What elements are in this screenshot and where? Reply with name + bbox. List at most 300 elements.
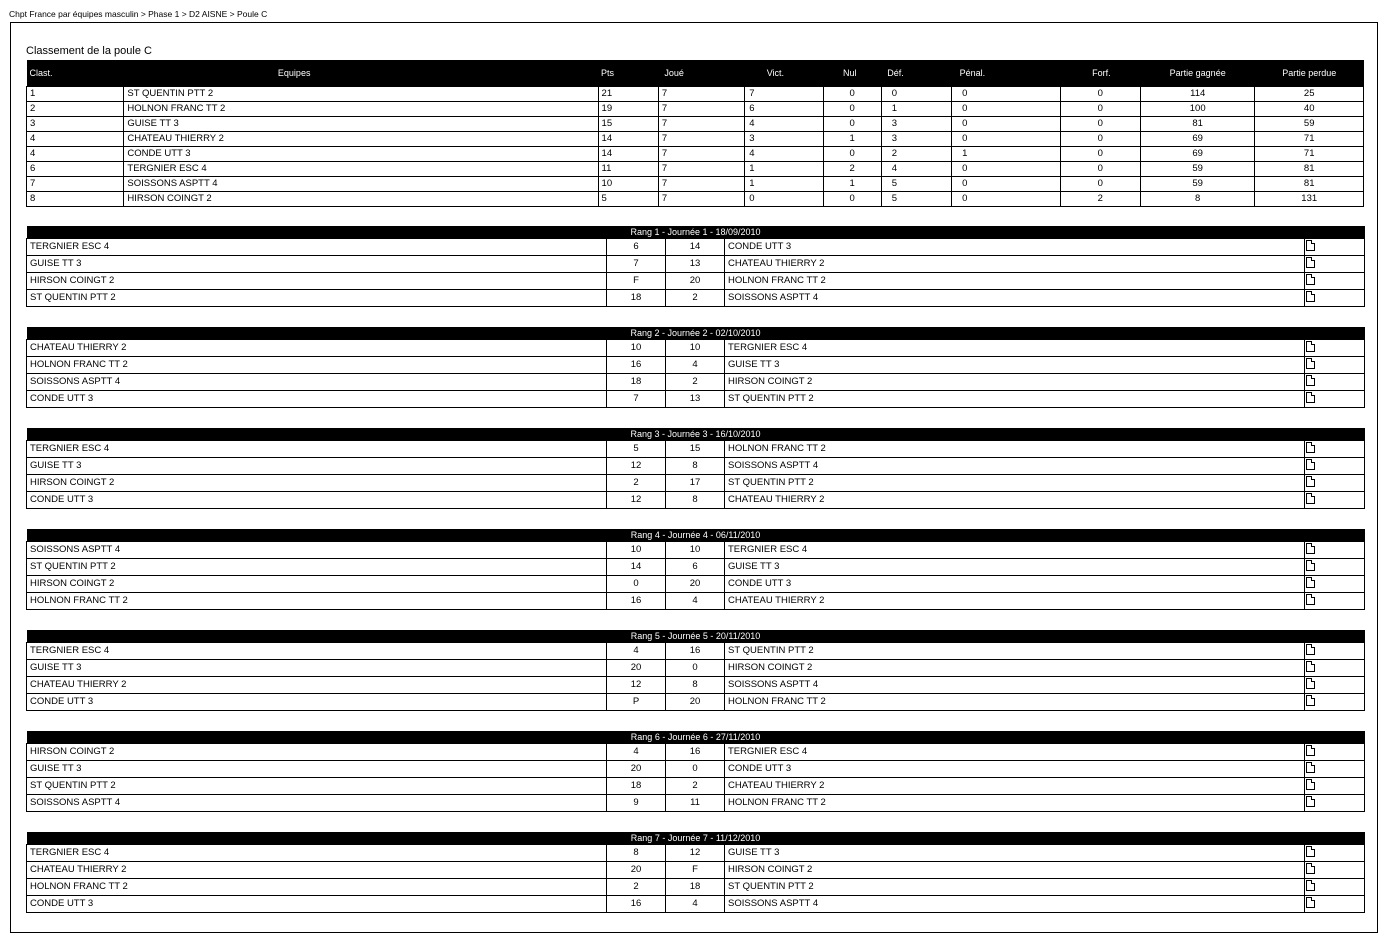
gagnee-cell: 100	[1140, 102, 1255, 117]
home-team: GUISE TT 3	[27, 458, 607, 475]
round-table	[26, 428, 1365, 509]
joue-cell: 7	[658, 147, 744, 162]
away-score: 17	[666, 475, 725, 492]
away-score: 16	[666, 643, 725, 660]
away-team: GUISE TT 3	[725, 845, 1305, 862]
away-score: 10	[666, 542, 725, 559]
document-icon	[1306, 594, 1315, 605]
home-score: 18	[607, 374, 666, 391]
vict-cell: 4	[745, 117, 823, 132]
match-row	[27, 256, 1365, 273]
gagnee-cell: 69	[1140, 147, 1255, 162]
match-sheet-link[interactable]	[1305, 357, 1365, 374]
match-row	[27, 576, 1365, 593]
home-score: 10	[607, 542, 666, 559]
header-forf: Forf.	[1060, 60, 1140, 87]
away-score: 8	[666, 458, 725, 475]
pts-cell: 10	[598, 177, 658, 192]
pts-cell: 21	[598, 87, 658, 102]
standings-title: Classement de la poule C	[26, 45, 152, 57]
home-score: 5	[607, 441, 666, 458]
gagnee-cell: 59	[1140, 162, 1255, 177]
match-sheet-link[interactable]	[1305, 492, 1365, 509]
document-icon	[1306, 678, 1315, 689]
match-sheet-link[interactable]	[1305, 896, 1365, 913]
home-team: ST QUENTIN PTT 2	[27, 290, 607, 307]
away-team: ST QUENTIN PTT 2	[725, 879, 1305, 896]
away-score: 11	[666, 795, 725, 812]
rank-cell: 8	[27, 192, 124, 207]
home-score: 2	[607, 879, 666, 896]
forf-cell: 0	[1060, 147, 1140, 162]
match-sheet-link[interactable]	[1305, 660, 1365, 677]
document-icon	[1306, 476, 1315, 487]
home-team: HOLNON FRANC TT 2	[27, 357, 607, 374]
def-cell: 3	[881, 132, 951, 147]
team-cell: CHATEAU THIERRY 2	[124, 132, 598, 147]
header-joue: Joué	[658, 60, 744, 87]
document-icon	[1306, 493, 1315, 504]
away-team: CONDE UTT 3	[725, 761, 1305, 778]
penal-cell: 0	[952, 177, 1060, 192]
away-team: CHATEAU THIERRY 2	[725, 593, 1305, 610]
round-title: Rang 3 - Journée 3 - 16/10/2010	[27, 428, 1365, 441]
match-sheet-link[interactable]	[1305, 879, 1365, 896]
document-icon	[1306, 442, 1315, 453]
home-score: 12	[607, 677, 666, 694]
match-sheet-link[interactable]	[1305, 290, 1365, 307]
away-score: 4	[666, 593, 725, 610]
home-score: 2	[607, 475, 666, 492]
rank-cell: 4	[27, 132, 124, 147]
match-row	[27, 694, 1365, 711]
document-icon	[1306, 560, 1315, 571]
round-table	[26, 529, 1365, 610]
home-team: CONDE UTT 3	[27, 896, 607, 913]
document-icon	[1306, 257, 1315, 268]
header-def: Déf.	[881, 60, 951, 87]
away-team: SOISSONS ASPTT 4	[725, 677, 1305, 694]
home-score: 18	[607, 290, 666, 307]
match-row	[27, 677, 1365, 694]
match-row	[27, 441, 1365, 458]
penal-cell: 0	[952, 102, 1060, 117]
team-cell: HOLNON FRANC TT 2	[124, 102, 598, 117]
match-row	[27, 778, 1365, 795]
team-cell: GUISE TT 3	[124, 117, 598, 132]
header-clast: Clast.	[27, 60, 124, 87]
vict-cell: 1	[745, 162, 823, 177]
away-team: SOISSONS ASPTT 4	[725, 290, 1305, 307]
home-score: 0	[607, 576, 666, 593]
match-row	[27, 593, 1365, 610]
document-icon	[1306, 796, 1315, 807]
away-score: 16	[666, 744, 725, 761]
match-row	[27, 492, 1365, 509]
match-row	[27, 374, 1365, 391]
away-score: 8	[666, 677, 725, 694]
away-score: 0	[666, 660, 725, 677]
match-row	[27, 896, 1365, 913]
match-row	[27, 357, 1365, 374]
match-row	[27, 845, 1365, 862]
match-sheet-link[interactable]	[1305, 256, 1365, 273]
match-row	[27, 239, 1365, 256]
joue-cell: 7	[658, 192, 744, 207]
home-team: CHATEAU THIERRY 2	[27, 340, 607, 357]
away-team: CHATEAU THIERRY 2	[725, 778, 1305, 795]
round-title: Rang 1 - Journée 1 - 18/09/2010	[27, 226, 1365, 239]
round-title: Rang 5 - Journée 5 - 20/11/2010	[27, 630, 1365, 643]
away-team: HIRSON COINGT 2	[725, 660, 1305, 677]
penal-cell: 1	[952, 147, 1060, 162]
home-score: 6	[607, 239, 666, 256]
pts-cell: 11	[598, 162, 658, 177]
joue-cell: 7	[658, 117, 744, 132]
gagnee-cell: 81	[1140, 117, 1255, 132]
perdue-cell: 81	[1255, 177, 1364, 192]
home-team: CONDE UTT 3	[27, 391, 607, 408]
home-score: 14	[607, 559, 666, 576]
match-row	[27, 273, 1365, 290]
def-cell: 5	[881, 177, 951, 192]
def-cell: 4	[881, 162, 951, 177]
match-row	[27, 744, 1365, 761]
match-row	[27, 559, 1365, 576]
home-team: HIRSON COINGT 2	[27, 273, 607, 290]
forf-cell: 2	[1060, 192, 1140, 207]
match-sheet-link[interactable]	[1305, 239, 1365, 256]
joue-cell: 7	[658, 102, 744, 117]
home-score: 4	[607, 744, 666, 761]
document-icon	[1306, 577, 1315, 588]
away-team: HOLNON FRANC TT 2	[725, 795, 1305, 812]
home-team: CHATEAU THIERRY 2	[27, 677, 607, 694]
away-team: GUISE TT 3	[725, 357, 1305, 374]
rank-cell: 6	[27, 162, 124, 177]
home-score: 9	[607, 795, 666, 812]
away-score: 4	[666, 357, 725, 374]
away-team: ST QUENTIN PTT 2	[725, 643, 1305, 660]
perdue-cell: 40	[1255, 102, 1364, 117]
def-cell: 2	[881, 147, 951, 162]
away-team: CHATEAU THIERRY 2	[725, 492, 1305, 509]
pts-cell: 14	[598, 147, 658, 162]
standings-row	[27, 102, 1364, 117]
standings-row	[27, 87, 1364, 102]
round-table	[26, 731, 1365, 812]
standings-table	[26, 60, 1364, 207]
match-sheet-link[interactable]	[1305, 677, 1365, 694]
document-icon	[1306, 661, 1315, 672]
vict-cell: 6	[745, 102, 823, 117]
away-score: 15	[666, 441, 725, 458]
match-sheet-link[interactable]	[1305, 845, 1365, 862]
match-sheet-link[interactable]	[1305, 862, 1365, 879]
rank-cell: 4	[27, 147, 124, 162]
away-team: HOLNON FRANC TT 2	[725, 694, 1305, 711]
header-nul: Nul	[823, 60, 881, 87]
match-sheet-link[interactable]	[1305, 559, 1365, 576]
team-cell: TERGNIER ESC 4	[124, 162, 598, 177]
match-sheet-link[interactable]	[1305, 458, 1365, 475]
forf-cell: 0	[1060, 162, 1140, 177]
document-icon	[1306, 880, 1315, 891]
match-sheet-link[interactable]	[1305, 542, 1365, 559]
home-score: 16	[607, 896, 666, 913]
match-row	[27, 542, 1365, 559]
home-score: F	[607, 273, 666, 290]
rank-cell: 3	[27, 117, 124, 132]
breadcrumb: Chpt France par équipes masculin > Phase 1 > D2 AISNE > Poule C	[9, 9, 268, 19]
match-row	[27, 643, 1365, 660]
away-score: 12	[666, 845, 725, 862]
header-penal: Pénal.	[952, 60, 1060, 87]
team-cell: HIRSON COINGT 2	[124, 192, 598, 207]
home-team: SOISSONS ASPTT 4	[27, 795, 607, 812]
document-icon	[1306, 459, 1315, 470]
forf-cell: 0	[1060, 117, 1140, 132]
away-score: 2	[666, 778, 725, 795]
away-score: 14	[666, 239, 725, 256]
home-score: 20	[607, 660, 666, 677]
team-cell: SOISSONS ASPTT 4	[124, 177, 598, 192]
round-title: Rang 4 - Journée 4 - 06/11/2010	[27, 529, 1365, 542]
away-team: ST QUENTIN PTT 2	[725, 475, 1305, 492]
standings-row	[27, 162, 1364, 177]
home-score: 7	[607, 256, 666, 273]
joue-cell: 7	[658, 162, 744, 177]
match-sheet-link[interactable]	[1305, 778, 1365, 795]
away-score: 18	[666, 879, 725, 896]
perdue-cell: 25	[1255, 87, 1364, 102]
round-title: Rang 7 - Journée 7 - 11/12/2010	[27, 832, 1365, 845]
perdue-cell: 71	[1255, 147, 1364, 162]
away-score: 20	[666, 273, 725, 290]
match-row	[27, 660, 1365, 677]
pts-cell: 15	[598, 117, 658, 132]
document-icon	[1306, 291, 1315, 302]
standings-row	[27, 147, 1364, 162]
def-cell: 1	[881, 102, 951, 117]
away-score: 10	[666, 340, 725, 357]
document-icon	[1306, 695, 1315, 706]
match-row	[27, 795, 1365, 812]
away-score: 0	[666, 761, 725, 778]
gagnee-cell: 69	[1140, 132, 1255, 147]
round-title: Rang 6 - Journée 6 - 27/11/2010	[27, 731, 1365, 744]
home-team: SOISSONS ASPTT 4	[27, 542, 607, 559]
away-team: HIRSON COINGT 2	[725, 862, 1305, 879]
match-sheet-link[interactable]	[1305, 273, 1365, 290]
match-row	[27, 475, 1365, 492]
match-sheet-link[interactable]	[1305, 593, 1365, 610]
home-team: CONDE UTT 3	[27, 492, 607, 509]
standings-row	[27, 117, 1364, 132]
document-icon	[1306, 897, 1315, 908]
def-cell: 3	[881, 117, 951, 132]
away-team: CHATEAU THIERRY 2	[725, 256, 1305, 273]
round-title: Rang 2 - Journée 2 - 02/10/2010	[27, 327, 1365, 340]
away-score: 4	[666, 896, 725, 913]
home-score: 12	[607, 458, 666, 475]
document-icon	[1306, 779, 1315, 790]
home-score: 12	[607, 492, 666, 509]
home-score: 20	[607, 862, 666, 879]
home-score: 18	[607, 778, 666, 795]
match-sheet-link[interactable]	[1305, 761, 1365, 778]
pts-cell: 14	[598, 132, 658, 147]
header-equipes: Equipes	[124, 60, 598, 87]
pts-cell: 19	[598, 102, 658, 117]
document-icon	[1306, 745, 1315, 756]
standings-row	[27, 177, 1364, 192]
document-icon	[1306, 341, 1315, 352]
header-partie-gagnee: Partie gagnée	[1140, 60, 1255, 87]
home-team: TERGNIER ESC 4	[27, 441, 607, 458]
home-score: 16	[607, 357, 666, 374]
away-team: GUISE TT 3	[725, 559, 1305, 576]
document-icon	[1306, 375, 1315, 386]
document-icon	[1306, 644, 1315, 655]
rank-cell: 2	[27, 102, 124, 117]
nul-cell: 0	[823, 102, 881, 117]
standings-row	[27, 192, 1364, 207]
match-sheet-link[interactable]	[1305, 441, 1365, 458]
away-team: CONDE UTT 3	[725, 239, 1305, 256]
away-team: TERGNIER ESC 4	[725, 744, 1305, 761]
nul-cell: 1	[823, 177, 881, 192]
round-table	[26, 630, 1365, 711]
match-sheet-link[interactable]	[1305, 391, 1365, 408]
match-sheet-link[interactable]	[1305, 576, 1365, 593]
document-icon	[1306, 863, 1315, 874]
away-team: HIRSON COINGT 2	[725, 374, 1305, 391]
nul-cell: 2	[823, 162, 881, 177]
home-team: HIRSON COINGT 2	[27, 576, 607, 593]
match-sheet-link[interactable]	[1305, 643, 1365, 660]
joue-cell: 7	[658, 177, 744, 192]
match-sheet-link[interactable]	[1305, 475, 1365, 492]
gagnee-cell: 59	[1140, 177, 1255, 192]
forf-cell: 0	[1060, 102, 1140, 117]
perdue-cell: 131	[1255, 192, 1364, 207]
home-team: TERGNIER ESC 4	[27, 239, 607, 256]
away-score: 13	[666, 256, 725, 273]
match-row	[27, 879, 1365, 896]
match-row	[27, 290, 1365, 307]
forf-cell: 0	[1060, 87, 1140, 102]
match-row	[27, 340, 1365, 357]
home-team: CONDE UTT 3	[27, 694, 607, 711]
away-score: 20	[666, 576, 725, 593]
home-score: 10	[607, 340, 666, 357]
round-table	[26, 327, 1365, 408]
home-team: GUISE TT 3	[27, 256, 607, 273]
penal-cell: 0	[952, 162, 1060, 177]
joue-cell: 7	[658, 87, 744, 102]
nul-cell: 0	[823, 87, 881, 102]
round-table	[26, 226, 1365, 307]
vict-cell: 3	[745, 132, 823, 147]
home-team: HOLNON FRANC TT 2	[27, 879, 607, 896]
match-row	[27, 761, 1365, 778]
home-team: ST QUENTIN PTT 2	[27, 559, 607, 576]
home-score: 16	[607, 593, 666, 610]
match-row	[27, 391, 1365, 408]
document-icon	[1306, 392, 1315, 403]
match-row	[27, 862, 1365, 879]
gagnee-cell: 114	[1140, 87, 1255, 102]
match-row	[27, 458, 1365, 475]
away-score: 6	[666, 559, 725, 576]
def-cell: 5	[881, 192, 951, 207]
away-team: ST QUENTIN PTT 2	[725, 391, 1305, 408]
forf-cell: 0	[1060, 132, 1140, 147]
match-sheet-link[interactable]	[1305, 340, 1365, 357]
penal-cell: 0	[952, 132, 1060, 147]
away-team: HOLNON FRANC TT 2	[725, 273, 1305, 290]
away-team: SOISSONS ASPTT 4	[725, 896, 1305, 913]
match-sheet-link[interactable]	[1305, 795, 1365, 812]
nul-cell: 0	[823, 147, 881, 162]
away-score: 20	[666, 694, 725, 711]
standings-row	[27, 132, 1364, 147]
away-score: F	[666, 862, 725, 879]
def-cell: 0	[881, 87, 951, 102]
header-pts: Pts	[598, 60, 658, 87]
perdue-cell: 81	[1255, 162, 1364, 177]
round-table	[26, 832, 1365, 913]
away-score: 2	[666, 290, 725, 307]
header-vict: Vict.	[745, 60, 823, 87]
rank-cell: 7	[27, 177, 124, 192]
vict-cell: 1	[745, 177, 823, 192]
document-icon	[1306, 274, 1315, 285]
pts-cell: 5	[598, 192, 658, 207]
match-sheet-link[interactable]	[1305, 694, 1365, 711]
home-team: ST QUENTIN PTT 2	[27, 778, 607, 795]
vict-cell: 0	[745, 192, 823, 207]
gagnee-cell: 8	[1140, 192, 1255, 207]
home-team: TERGNIER ESC 4	[27, 643, 607, 660]
home-team: HOLNON FRANC TT 2	[27, 593, 607, 610]
away-team: CONDE UTT 3	[725, 576, 1305, 593]
penal-cell: 0	[952, 117, 1060, 132]
home-score: 4	[607, 643, 666, 660]
away-score: 2	[666, 374, 725, 391]
home-score: 7	[607, 391, 666, 408]
header-partie-perdue: Partie perdue	[1255, 60, 1364, 87]
document-icon	[1306, 762, 1315, 773]
document-icon	[1306, 543, 1315, 554]
document-icon	[1306, 846, 1315, 857]
home-team: GUISE TT 3	[27, 660, 607, 677]
nul-cell: 1	[823, 132, 881, 147]
home-team: HIRSON COINGT 2	[27, 744, 607, 761]
penal-cell: 0	[952, 192, 1060, 207]
nul-cell: 0	[823, 192, 881, 207]
home-score: 8	[607, 845, 666, 862]
team-cell: ST QUENTIN PTT 2	[124, 87, 598, 102]
vict-cell: 4	[745, 147, 823, 162]
match-sheet-link[interactable]	[1305, 744, 1365, 761]
match-sheet-link[interactable]	[1305, 374, 1365, 391]
home-team: TERGNIER ESC 4	[27, 845, 607, 862]
home-team: HIRSON COINGT 2	[27, 475, 607, 492]
home-score: 20	[607, 761, 666, 778]
away-team: SOISSONS ASPTT 4	[725, 458, 1305, 475]
